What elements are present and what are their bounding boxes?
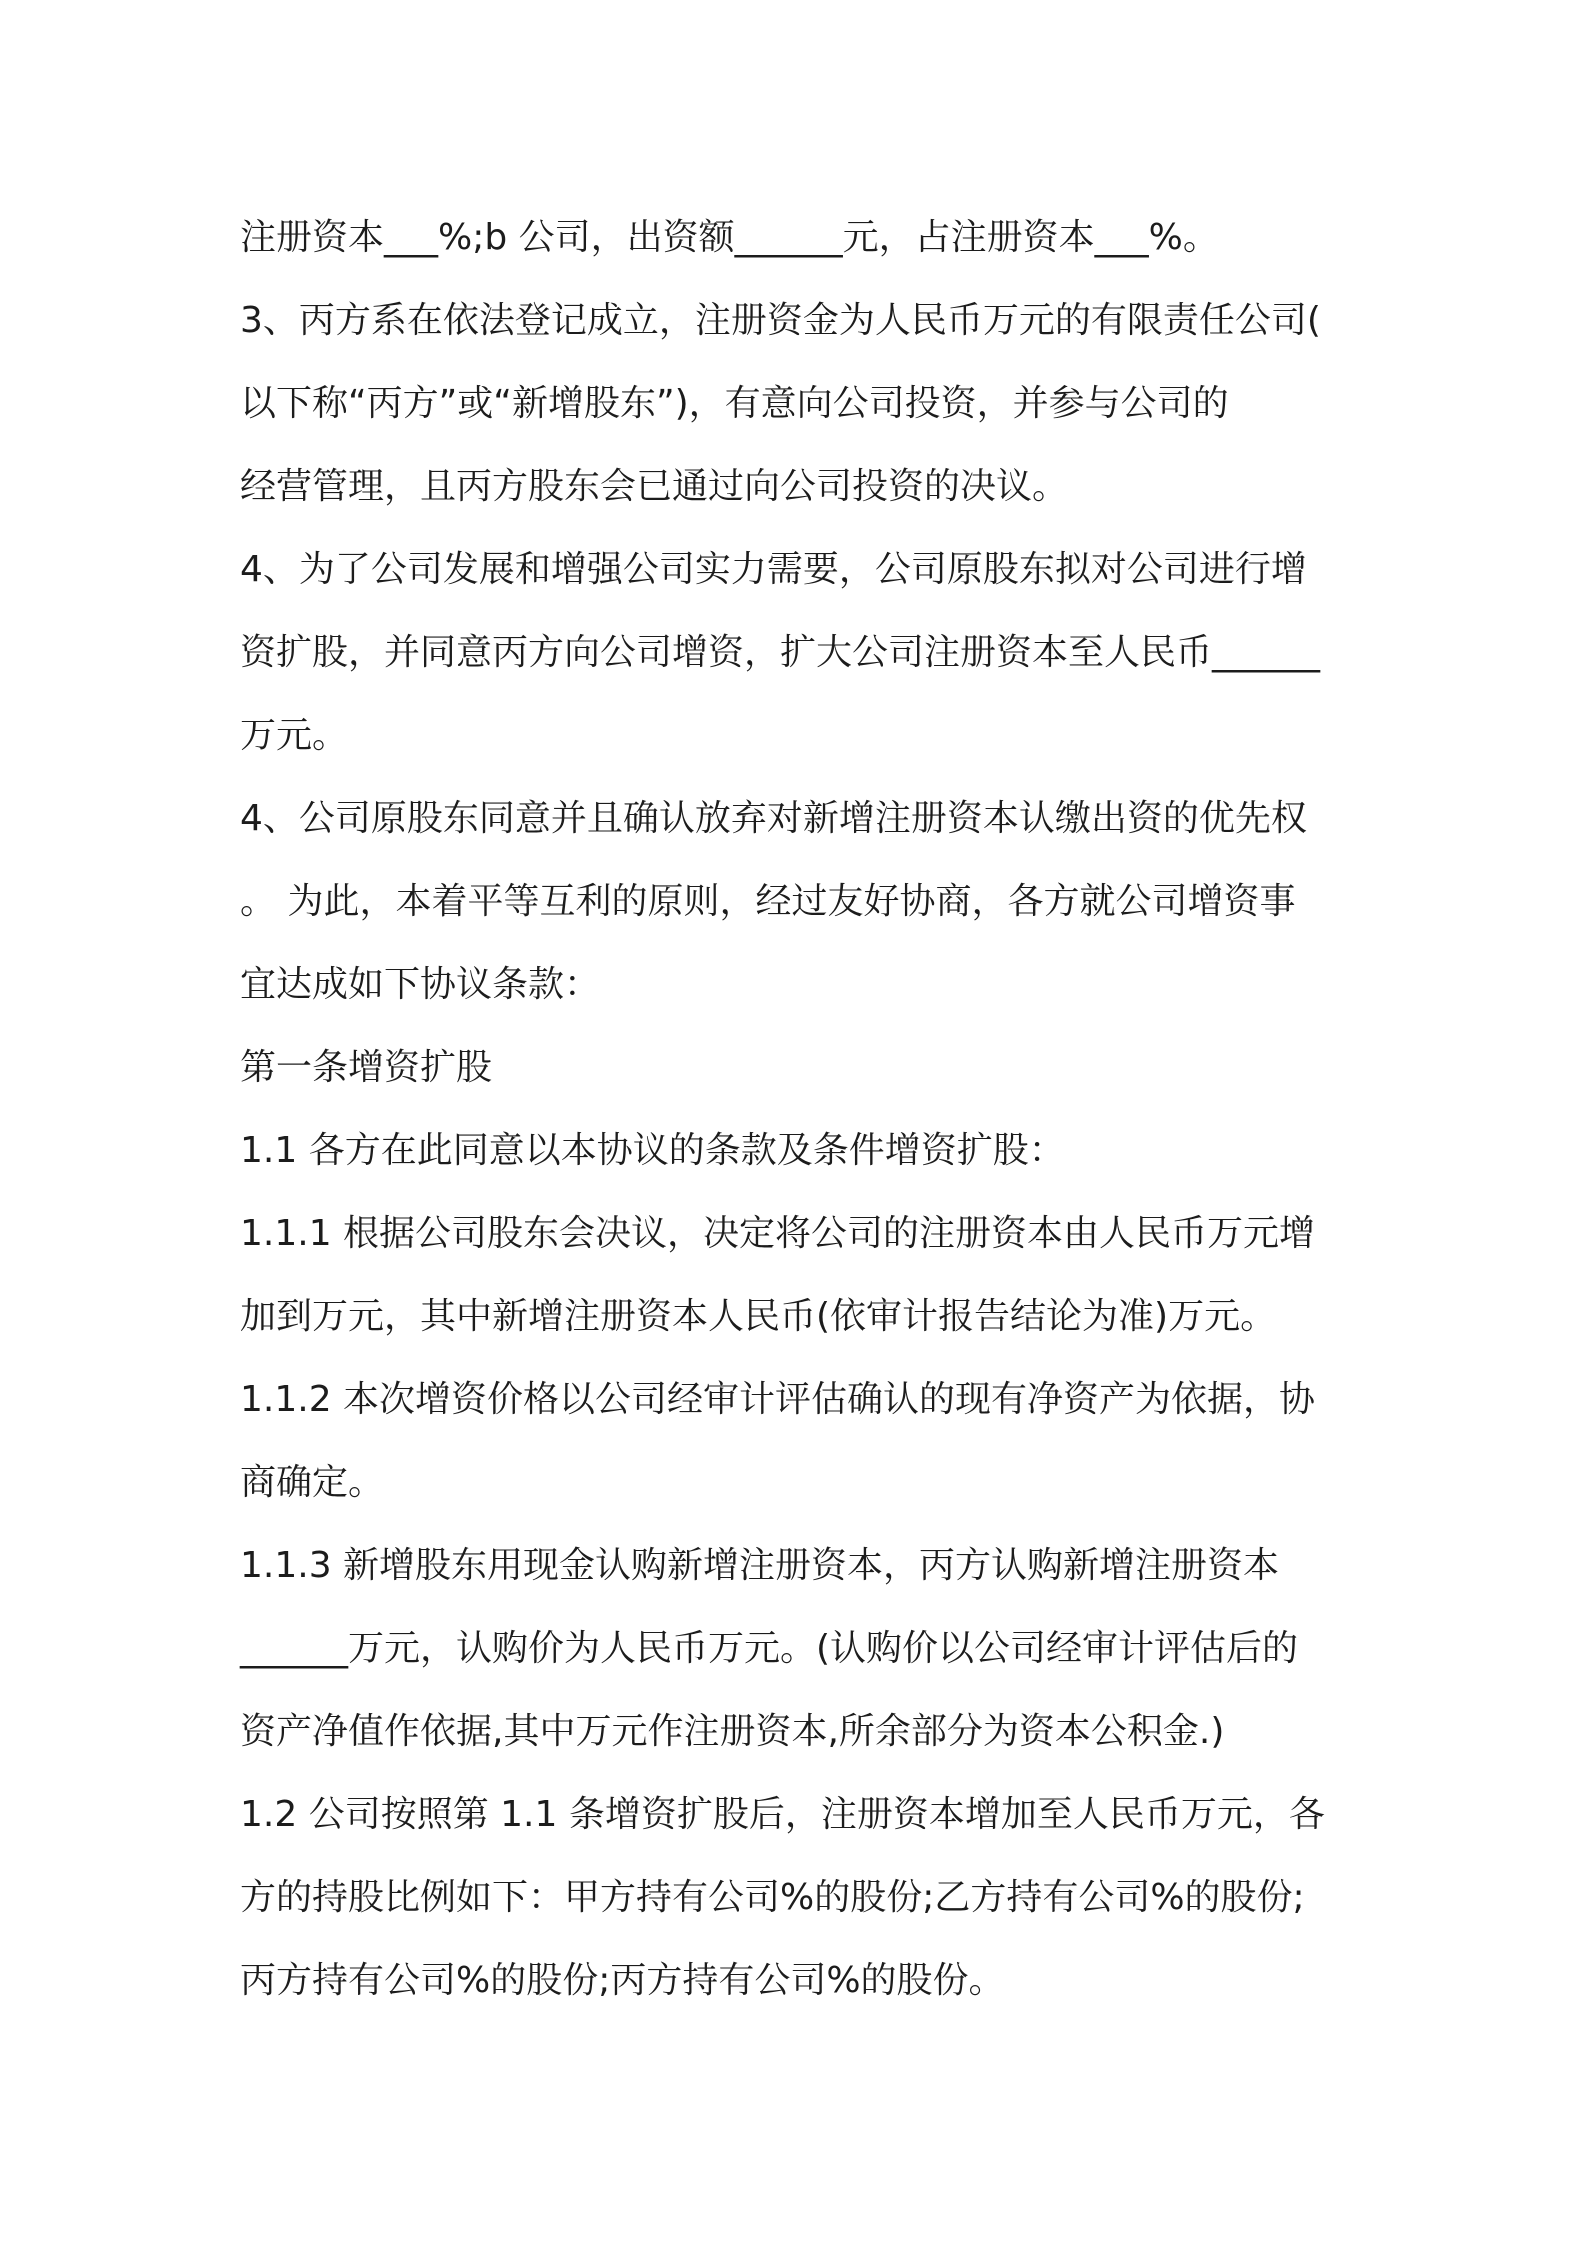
text-line-18: ______万元，认购价为人民币万元。(认购价以公司经审计评估后的 <box>240 1628 1299 1669</box>
text-line-8: 4、公司原股东同意并且确认放弃对新增注册资本认缴出资的优先权 <box>240 798 1307 839</box>
text-line-4: 经营管理，且丙方股东会已通过向公司投资的决议。 <box>240 466 1069 507</box>
text-line-3: 以下称“丙方”或“新增股东”)，有意向公司投资，并参与公司的 <box>240 383 1229 424</box>
text-line-12: 1.1 各方在此同意以本协议的条款及条件增资扩股： <box>240 1130 1065 1171</box>
text-line-6: 资扩股，并同意丙方向公司增资，扩大公司注册资本至人民币______ <box>240 632 1321 673</box>
text-line-17: 1.1.3 新增股东用现金认购新增注册资本，丙方认购新增注册资本 <box>240 1545 1280 1586</box>
text-line-13: 1.1.1 根据公司股东会决议，决定将公司的注册资本由人民币万元增 <box>240 1213 1316 1254</box>
text-line-20: 1.2 公司按照第 1.1 条增资扩股后，注册资本增加至人民币万元，各 <box>240 1794 1325 1835</box>
text-line-10: 宜达成如下协议条款： <box>240 964 601 1005</box>
text-line-2: 3、丙方系在依法登记成立，注册资金为人民币万元的有限责任公司( <box>240 300 1321 341</box>
text-line-14: 加到万元，其中新增注册资本人民币(依审计报告结论为准)万元。 <box>240 1296 1277 1337</box>
text-line-1: 注册资本___%;b 公司，出资额______元，占注册资本___%。 <box>240 217 1219 258</box>
text-line-9: 。 为此，本着平等互利的原则，经过友好协商，各方就公司增资事 <box>240 881 1296 922</box>
text-line-22: 丙方持有公司%的股份;丙方持有公司%的股份。 <box>240 1960 1005 2001</box>
text-line-15: 1.1.2 本次增资价格以公司经审计评估确认的现有净资产为依据，协 <box>240 1379 1316 1420</box>
text-line-7: 万元。 <box>240 715 349 756</box>
text-line-16: 商确定。 <box>240 1462 385 1503</box>
section-heading: 第一条增资扩股 <box>240 1047 493 1088</box>
text-line-5: 4、为了公司发展和增强公司实力需要，公司原股东拟对公司进行增 <box>240 549 1307 590</box>
document-body <box>240 196 1350 2022</box>
text-line-19: 资产净值作依据,其中万元作注册资本,所余部分为资本公积金.) <box>240 1711 1225 1752</box>
text-line-21: 方的持股比例如下：甲方持有公司%的股份;乙方持有公司%的股份; <box>240 1877 1305 1918</box>
